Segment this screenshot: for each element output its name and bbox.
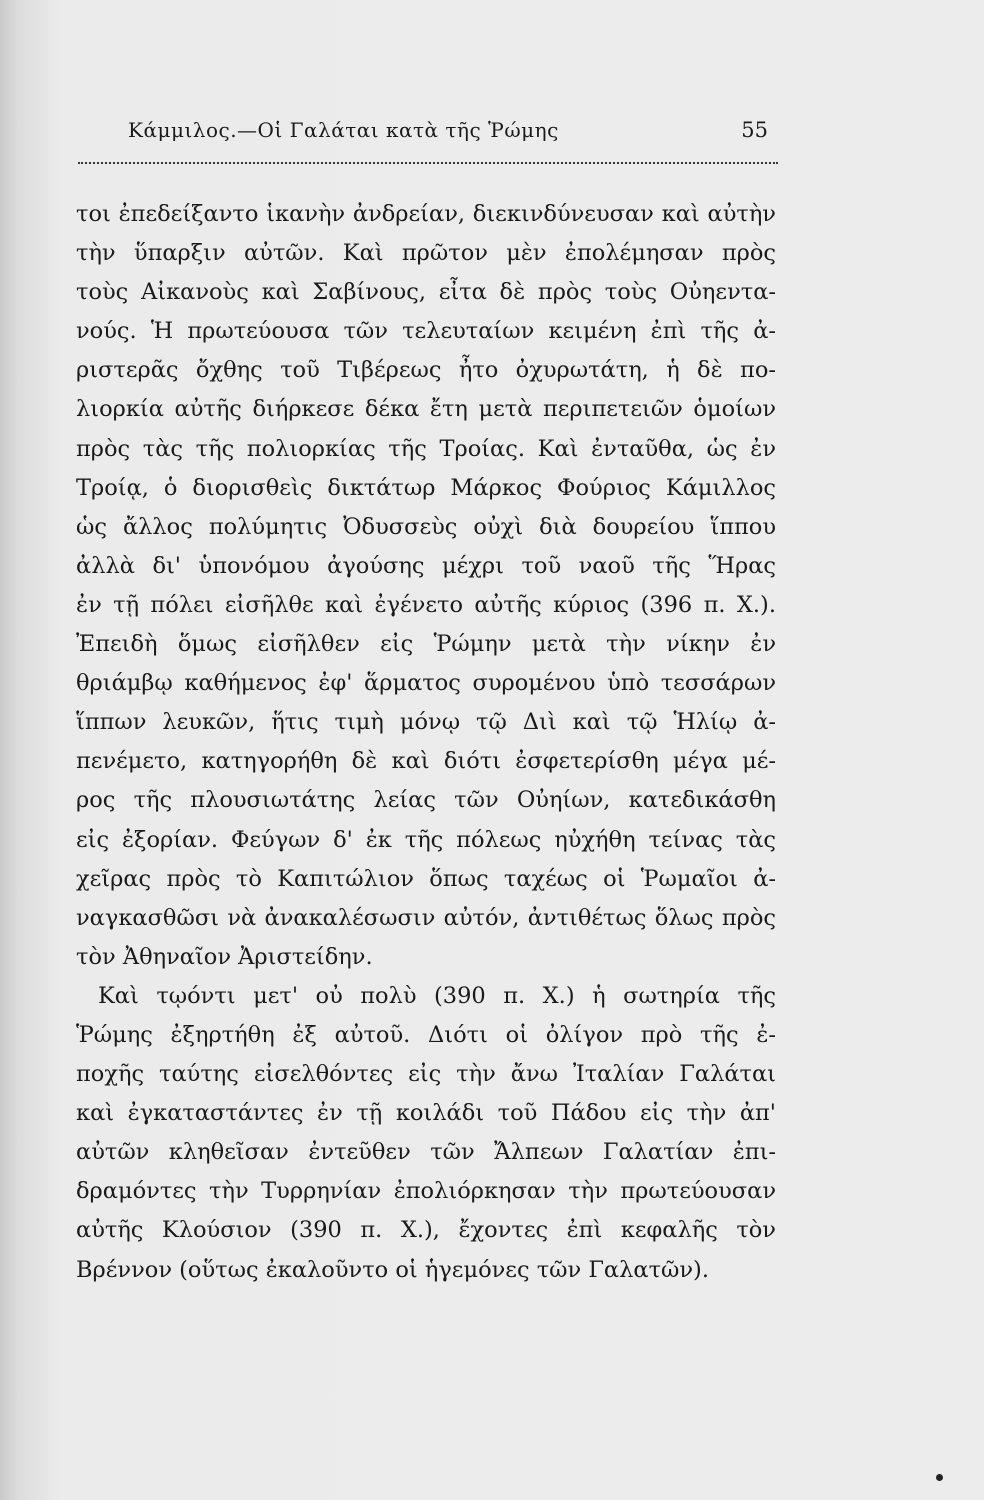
text-line: εἰς ἐξορίαν. Φεύγων δ' ἐκ τῆς πόλεως ηὐχήθη τείνας τὰς xyxy=(76,826,776,853)
text-line: θριάμβῳ καθήμενος ἐφ' ἅρματος συρομένου ὑπὸ τεσσάρων xyxy=(76,670,776,697)
text-line: νούς. Ἡ πρωτεύουσα τῶν τελευταίων κειμένη ἐπὶ τῆς ἀ- xyxy=(76,318,776,345)
body-text xyxy=(76,195,776,1290)
print-speck xyxy=(936,1474,943,1481)
text-line: ὡς ἄλλος πολύμητις Ὀδυσσεὺς οὐχὶ διὰ δουρείου ἵππου xyxy=(76,513,776,540)
text-line: ναγκασθῶσι νὰ ἀνακαλέσωσιν αὐτόν, ἀντιθέτως ὅλως πρὸς xyxy=(76,904,776,931)
text-line: αὐτῆς Κλούσιον (390 π. Χ.), ἔχοντες ἐπὶ κεφαλῆς τὸν xyxy=(76,1217,776,1244)
running-head xyxy=(128,112,768,152)
text-line: Ῥώμης ἐξηρτήθη ἐξ αὐτοῦ. Διότι οἱ ὀλίγον πρὸ τῆς ἐ- xyxy=(76,1021,776,1048)
text-line: Βρέννον (οὕτως ἐκαλοῦντο οἱ ἡγεμόνες τῶν Γαλατῶν). xyxy=(76,1256,709,1283)
page-number: 55 xyxy=(741,118,768,142)
text-line: χεῖρας πρὸς τὸ Καπιτώλιον ὅπως ταχέως οἱ Ῥωμαῖοι ἀ- xyxy=(76,865,776,892)
text-line: πενέμετο, κατηγορήθη δὲ καὶ διότι ἐσφετερίσθη μέγα μέ- xyxy=(76,748,776,775)
text-line: τὴν ὕπαρξιν αὐτῶν. Καὶ πρῶτον μὲν ἐπολέμησαν πρὸς xyxy=(76,240,776,267)
text-line: ἀλλὰ δι' ὑπονόμου ἀγούσης μέχρι τοῦ ναοῦ τῆς Ἥρας xyxy=(76,552,776,579)
text-line: δραμόντες τὴν Τυρρηνίαν ἐπολιόρκησαν τὴν πρωτεύουσαν xyxy=(76,1178,776,1205)
text-line: πρὸς τὰς τῆς πολιορκίας τῆς Τροίας. Καὶ ἐνταῦθα, ὡς ἐν xyxy=(76,435,776,462)
text-line: αὐτῶν κληθεῖσαν ἐντεῦθεν τῶν Ἄλπεων Γαλατίαν ἐπι- xyxy=(76,1139,776,1166)
text-line: καὶ ἐγκαταστάντες ἐν τῇ κοιλάδι τοῦ Πάδου εἰς τὴν ἀπ' xyxy=(76,1100,776,1127)
text-line: ποχῆς ταύτης εἰσελθόντες εἰς τὴν ἄνω Ἰταλίαν Γαλάται xyxy=(76,1061,776,1088)
running-title: Κάμμιλος.—Οἱ Γαλάται κατὰ τῆς Ῥώμης xyxy=(128,118,559,142)
text-line: Καὶ τῳόντι μετ' οὐ πολὺ (390 π. Χ.) ἡ σωτηρία τῆς xyxy=(98,982,776,1009)
text-line: λιορκία αὐτῆς διήρκεσε δέκα ἔτη μετὰ περιπετειῶν ὁμοίων xyxy=(76,396,776,423)
text-line: ριστερᾶς ὄχθης τοῦ Τιβέρεως ἦτο ὀχυρωτάτη, ἡ δὲ πο- xyxy=(76,357,776,384)
text-line: ρος τῆς πλουσιωτάτης λείας τῶν Οὐηίων, κατεδικάσθη xyxy=(76,787,776,814)
text-line: τὸν Ἀθηναῖον Ἀριστείδην. xyxy=(76,943,373,970)
header-dotted-rule xyxy=(78,162,778,164)
text-line: τοι ἐπεδείξαντο ἱκανὴν ἀνδρείαν, διεκινδύνευσαν καὶ αὐτὴν xyxy=(76,201,776,227)
text-line: Ἐπειδὴ ὅμως εἰσῆλθεν εἰς Ῥώμην μετὰ τὴν νίκην ἐν xyxy=(76,631,776,658)
text-line: τοὺς Αἰκανοὺς καὶ Σαβίνους, εἶτα δὲ πρὸς τοὺς Οὐηεντα- xyxy=(76,279,776,306)
text-line: ἐν τῇ πόλει εἰσῆλθε καὶ ἐγένετο αὐτῆς κύριος (396 π. Χ.). xyxy=(76,591,776,618)
text-line: ἵππων λευκῶν, ἥτις τιμὴ μόνῳ τῷ Διὶ καὶ τῷ Ἡλίῳ ἀ- xyxy=(76,709,776,736)
text-line: Τροίᾳ, ὁ διορισθεὶς δικτάτωρ Μάρκος Φούριος Κάμιλλος xyxy=(76,474,776,501)
